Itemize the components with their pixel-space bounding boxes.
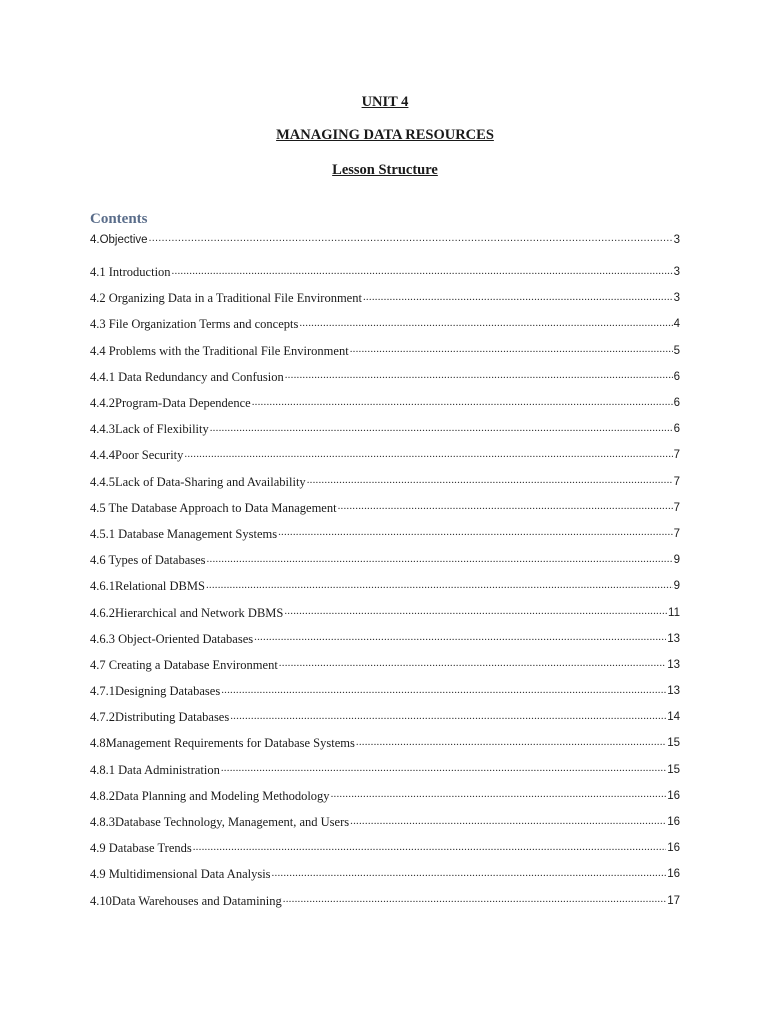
toc-leader-dots <box>252 394 673 409</box>
toc-entry-label: 4.6 Types of Databases <box>90 553 206 568</box>
toc-entry-page: 3 <box>673 234 680 246</box>
toc-leader-dots <box>356 734 666 749</box>
toc-entry[interactable] <box>90 442 680 468</box>
contents-heading: Contents <box>90 211 148 227</box>
toc-leader-dots <box>272 865 667 880</box>
toc-entry[interactable] <box>90 233 680 247</box>
toc-entry-page: 16 <box>667 816 680 829</box>
toc-entry-label: 4.8.1 Data Administration <box>90 762 220 777</box>
toc-entry-page: 14 <box>667 711 680 724</box>
toc-entry-label: 4.1 Introduction <box>90 265 171 280</box>
toc-entry-page: 13 <box>667 658 680 671</box>
toc-entry[interactable] <box>90 495 680 521</box>
toc-entry[interactable] <box>90 547 680 573</box>
toc-entry-page: 15 <box>667 763 680 776</box>
toc-leader-dots <box>285 367 673 382</box>
toc-entry[interactable] <box>90 704 680 730</box>
toc-entry-label: 4.6.1Relational DBMS <box>90 579 205 594</box>
toc-entry-label: 4.5 The Database Approach to Data Management <box>90 500 337 515</box>
toc-leader-dots <box>221 682 666 697</box>
toc-leader-dots <box>307 472 673 487</box>
toc-leader-dots <box>283 891 666 906</box>
toc-entry-page: 6 <box>673 397 680 410</box>
toc-entry-page: 6 <box>673 423 680 436</box>
toc-entry-label: 4.7.1Designing Databases <box>90 684 221 699</box>
toc-entry-label: 4.2 Organizing Data in a Traditional File Environment <box>90 291 362 306</box>
toc-entry[interactable] <box>90 285 680 311</box>
toc-leader-dots <box>172 263 673 278</box>
toc-entry-page: 5 <box>673 344 680 357</box>
toc-entry-page: 16 <box>667 842 680 855</box>
toc-leader-dots <box>149 231 673 245</box>
toc-entry[interactable] <box>90 652 680 678</box>
toc-leader-dots <box>193 839 666 854</box>
toc-entry[interactable] <box>90 678 680 704</box>
toc-entry-page: 9 <box>673 580 680 593</box>
toc-entry[interactable] <box>90 757 680 783</box>
toc-entry[interactable] <box>90 521 680 547</box>
toc-entry-label: 4.9 Database Trends <box>90 841 192 856</box>
toc-entry-label: 4.7 Creating a Database Environment <box>90 657 278 672</box>
toc-leader-dots <box>338 498 673 513</box>
toc-entry-label: 4.8.2Data Planning and Modeling Methodology <box>90 788 330 803</box>
toc-leader-dots <box>207 551 673 566</box>
lesson-structure-heading: Lesson Structure <box>332 162 438 178</box>
toc-entry-page: 16 <box>667 789 680 802</box>
toc-entry-label: 4.10Data Warehouses and Datamining <box>90 893 282 908</box>
toc-entry-label: 4.8Management Requirements for Database Systems <box>90 736 355 751</box>
toc-entry-page: 4 <box>673 318 680 331</box>
toc-entry[interactable] <box>90 809 680 835</box>
toc-leader-dots <box>279 655 666 670</box>
toc-entry[interactable] <box>90 416 680 442</box>
toc-entry[interactable] <box>90 861 680 887</box>
toc-leader-dots <box>350 341 673 356</box>
toc-entry[interactable] <box>90 888 680 914</box>
toc-entry-label: 4.4.1 Data Redundancy and Confusion <box>90 369 284 384</box>
toc-entry-page: 6 <box>673 370 680 383</box>
toc-leader-dots <box>363 289 673 304</box>
toc-entry-label: 4.5.1 Database Management Systems <box>90 526 278 541</box>
toc-leader-dots <box>278 524 672 539</box>
toc-entry-label: 4.6.2Hierarchical and Network DBMS <box>90 605 284 620</box>
toc-entry-label: 4.4.5Lack of Data-Sharing and Availability <box>90 474 306 489</box>
toc-entry-page: 16 <box>667 868 680 881</box>
toc-entry-page: 7 <box>673 501 680 514</box>
toc-entry-page: 3 <box>673 292 680 305</box>
toc-leader-dots <box>210 420 673 435</box>
toc-entry-page: 9 <box>673 554 680 567</box>
toc-entry[interactable] <box>90 730 680 756</box>
toc-leader-dots <box>184 446 672 461</box>
toc-entry[interactable] <box>90 573 680 599</box>
toc-entry-page: 7 <box>673 527 680 540</box>
toc-entry[interactable] <box>90 783 680 809</box>
toc-leader-dots <box>284 603 667 618</box>
toc-entry[interactable] <box>90 311 680 337</box>
toc-entry[interactable] <box>90 259 680 285</box>
toc-leader-dots <box>206 577 673 592</box>
toc-entry[interactable] <box>90 469 680 495</box>
toc-entry-label: 4.9 Multidimensional Data Analysis <box>90 867 271 882</box>
toc-leader-dots <box>350 813 666 828</box>
document-title: MANAGING DATA RESOURCES <box>276 127 494 143</box>
toc-entry-page: 7 <box>673 449 680 462</box>
toc-leader-dots <box>230 708 666 723</box>
toc-entry-label: 4.8.3Database Technology, Management, and Users <box>90 815 350 830</box>
toc-entry-page: 17 <box>667 894 680 907</box>
toc-entry[interactable] <box>90 599 680 625</box>
toc-entry-page: 15 <box>667 737 680 750</box>
toc-entry-label: 4.Objective <box>90 234 148 246</box>
toc-leader-dots <box>254 629 666 644</box>
toc-entry[interactable] <box>90 626 680 652</box>
toc-entry-page: 11 <box>668 606 680 619</box>
unit-heading: UNIT 4 <box>361 94 409 110</box>
toc-entry-label: 4.4.3Lack of Flexibility <box>90 422 209 437</box>
toc-entry-page: 13 <box>667 632 680 645</box>
toc-entry-label: 4.7.2Distributing Databases <box>90 710 230 725</box>
toc-entry-label: 4.4.2Program-Data Dependence <box>90 396 251 411</box>
toc-entry-page: 7 <box>673 475 680 488</box>
toc-entry[interactable] <box>90 390 680 416</box>
toc-entry[interactable] <box>90 835 680 861</box>
toc-entry-label: 4.4.4Poor Security <box>90 448 184 463</box>
toc-entry[interactable] <box>90 338 680 364</box>
toc-leader-dots <box>299 315 672 330</box>
toc-leader-dots <box>221 760 666 775</box>
toc-entry-label: 4.3 File Organization Terms and concepts <box>90 317 299 332</box>
toc-entry-label: 4.4 Problems with the Traditional File Environment <box>90 343 349 358</box>
toc-leader-dots <box>331 786 667 801</box>
toc-entry[interactable] <box>90 364 680 390</box>
toc-entry-page: 13 <box>667 685 680 698</box>
toc-entry-label: 4.6.3 Object-Oriented Databases <box>90 631 254 646</box>
toc-entry-page: 3 <box>673 266 680 279</box>
table-of-contents <box>90 233 680 914</box>
